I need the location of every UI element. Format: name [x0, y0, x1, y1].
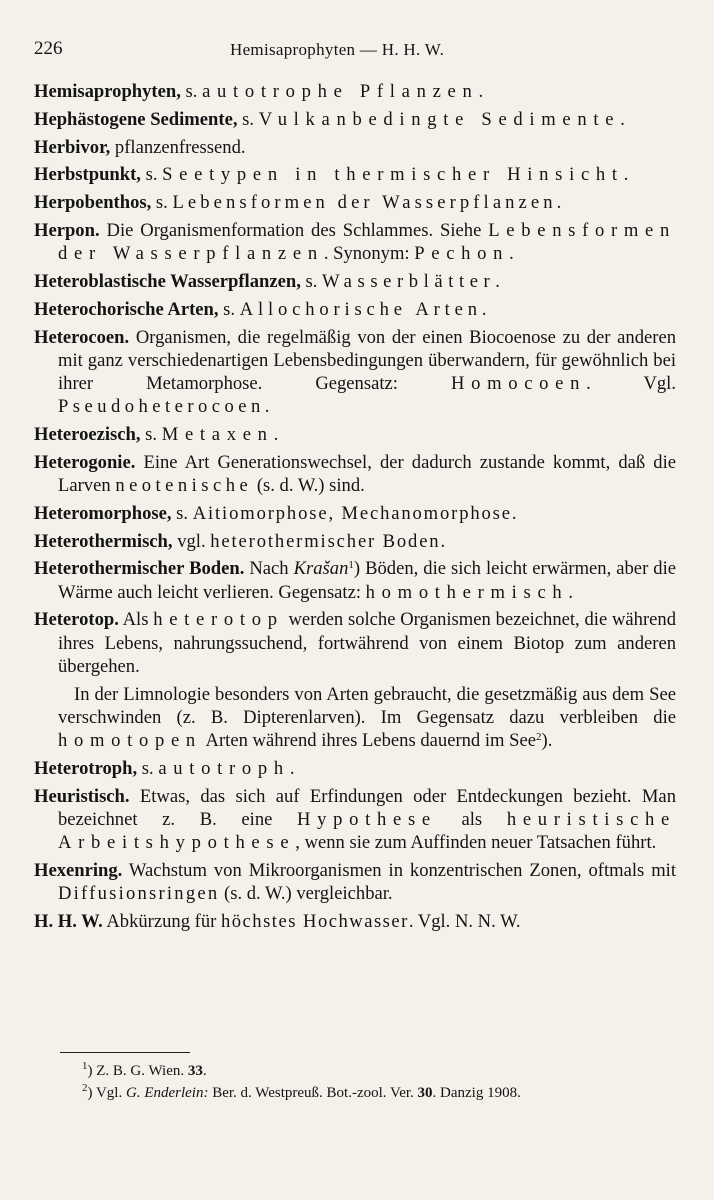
- entry-heteromorphose: [34, 502, 676, 525]
- entry-text: werden solche Organismen bezeichnet, die während ihres Lebens, nahrungssuchend, fortwährend von einem Biotop zum anderen übergehen.: [58, 609, 676, 677]
- entry-headword: Heteroblastische Wasserpflanzen,: [34, 270, 301, 292]
- entry-text: Eine Art Generationswechsel, der dadurch zustande kommt, daß die Larven: [58, 451, 676, 496]
- entry-text: .: [264, 396, 270, 418]
- entry-headword: Heterotroph,: [34, 757, 138, 779]
- cross-reference: Seetypen in thermischer Hinsicht: [162, 164, 624, 186]
- entry-text: Organismen, die regelmäßig von der einen Biocoenose zu der anderen mit ganz verschiedenartigen Lebensbedingungen überwandern, für gewöhnlich bei ihrer Metamorphose. Gegensatz:: [58, 326, 676, 394]
- entry-text: s.: [180, 81, 203, 102]
- entry-text: s.: [140, 164, 163, 186]
- entry-headword: Herpobenthos,: [34, 192, 152, 214]
- entry-text: . Vgl. N. N. W.: [408, 910, 521, 932]
- footnote-text: ) Z. B. G. Wien.: [87, 1063, 188, 1079]
- entry-text: .: [568, 581, 574, 603]
- cross-reference: neotenische: [115, 474, 253, 496]
- entry-text: .: [495, 270, 500, 292]
- entry-headword: Heterocoen.: [34, 326, 130, 348]
- footnote-text: Ber. d. Westpreuß. Bot.-zool. Ver.: [208, 1085, 418, 1101]
- cross-reference: heuristische Arbeitshypothese: [58, 808, 676, 853]
- cross-reference: Pseudoheterocoen: [58, 396, 265, 418]
- entry-heteroblastische-wasserpflanzen: [34, 270, 676, 293]
- entry-herbivor: [34, 136, 676, 159]
- entry-heterocoen: [34, 326, 676, 419]
- cross-reference: Hypothese: [297, 808, 437, 830]
- cross-reference: heterotop: [153, 609, 284, 631]
- entry-text: ) Böden, die sich leicht erwärmen, aber die Wärme auch leicht verlieren. Gegensatz:: [58, 558, 676, 603]
- entry-hhw: [34, 910, 676, 933]
- cross-reference: Aitiomorphose, Mechanomorphose: [192, 502, 512, 524]
- entry-text: s.: [137, 757, 159, 779]
- entry-text: vgl.: [172, 530, 211, 552]
- running-head: Hemisaprophyten — H. H. W.: [230, 40, 445, 59]
- cross-reference: homothermisch: [365, 581, 569, 603]
- entry-text: .: [478, 81, 484, 102]
- entry-text: (s. d. W.) sind.: [252, 474, 365, 496]
- footnote-mark: 2: [82, 1082, 88, 1094]
- entry-text: (s. d. W.) vergleichbar.: [219, 882, 393, 904]
- cross-reference: Pechon: [414, 243, 510, 265]
- entry-headword: Heterochorische Arten,: [34, 298, 219, 320]
- entry-text: s.: [140, 423, 162, 445]
- entry-text: Als: [118, 609, 154, 631]
- entry-text: Die Organismenformation des Schlammes. Siehe: [99, 219, 489, 241]
- entry-text: .: [440, 530, 446, 552]
- entry-headword: Herbstpunkt,: [34, 164, 141, 186]
- cross-reference: autotroph: [158, 757, 290, 779]
- entry-hemisaprophyten: [34, 80, 676, 103]
- entry-text: s.: [171, 502, 193, 524]
- footnotes: [82, 1060, 682, 1104]
- entry-text: .: [511, 502, 517, 524]
- cross-reference: Allochorische Arten: [239, 298, 482, 320]
- entry-hexenring: [34, 859, 676, 905]
- entry-text: .: [481, 298, 487, 320]
- entry-herbstpunkt: [34, 163, 676, 186]
- entry-headword: Heteromorphose,: [34, 502, 172, 524]
- entry-text: .: [289, 757, 295, 779]
- entry-headword: Hemisaprophyten,: [34, 81, 181, 102]
- entry-heuristisch: [34, 785, 676, 855]
- entry-text: ).: [541, 729, 553, 751]
- entry-text: , wenn sie zum Auffinden neuer Tatsachen führt.: [295, 831, 657, 853]
- entry-heterotop-continuation: [34, 683, 676, 753]
- entry-headword: Heterothermisch,: [34, 530, 173, 552]
- entry-text: s.: [151, 192, 173, 214]
- entry-hephaestogene-sedimente: [34, 108, 676, 131]
- footnote-volume: 33: [187, 1063, 203, 1079]
- entry-heterothermischer-boden: [34, 557, 676, 603]
- entry-headword: Herbivor,: [34, 136, 111, 158]
- entry-heterochorische-arten: [34, 298, 676, 321]
- cross-reference: Wasserblätter: [322, 270, 496, 292]
- entry-headword: Heterothermischer Boden.: [34, 558, 245, 580]
- entry-headword: Hephästogene Sedimente,: [34, 108, 238, 130]
- cross-reference: Lebensformen der Wasserpflanzen: [172, 192, 557, 214]
- entry-text: In der Limnologie besonders von Arten gebraucht, die gesetzmäßig aus dem See verschwinden (z. B. Dipterenlarven). Im Gegensatz dazu verbleiben die: [58, 683, 676, 728]
- cross-reference: Homocoen: [450, 372, 587, 394]
- entry-heterothermisch: [34, 530, 676, 553]
- cross-reference: heterothermischer Boden: [210, 530, 441, 552]
- author-name: Krašan: [293, 558, 349, 580]
- entry-text: . Vgl.: [586, 372, 676, 394]
- entry-heterogonie: [34, 451, 676, 497]
- cross-reference: Diffusionsringen: [58, 882, 220, 904]
- footnote-text: .: [202, 1063, 207, 1079]
- entry-headword: Heteroezisch,: [34, 423, 141, 445]
- page-number: 226: [34, 38, 63, 59]
- entry-text: s.: [218, 298, 240, 320]
- footnote-ref: 2: [536, 730, 542, 743]
- dictionary-entries: [34, 80, 676, 938]
- footnote-text: . Danzig 1908.: [432, 1085, 521, 1101]
- footnote-ref: 1: [348, 559, 354, 572]
- entry-heteroezisch: [34, 423, 676, 446]
- entry-text: . Synonym:: [323, 243, 415, 265]
- entry-heterotroph: [34, 757, 676, 780]
- footnote-text: ) Vgl.: [87, 1085, 126, 1101]
- entry-text: pflanzenfressend.: [110, 136, 246, 158]
- footnote-1: [82, 1060, 682, 1082]
- entry-headword: Heterogonie.: [34, 451, 136, 473]
- entry-text: .: [623, 164, 629, 186]
- entry-text: .: [509, 243, 514, 265]
- cross-reference: autotrophe Pflanzen: [202, 81, 479, 102]
- entry-headword: Heterotop.: [34, 609, 119, 631]
- entry-text: Arten während ihres Lebens dauernd im See: [201, 729, 536, 751]
- entry-heterotop: [34, 608, 676, 678]
- entry-text: s.: [300, 270, 323, 292]
- cross-reference: höchstes Hochwasser: [220, 910, 409, 932]
- footnote-mark: 1: [82, 1060, 88, 1072]
- entry-herpon: [34, 219, 676, 265]
- entry-text: Wachstum von Mikroorganismen in konzentrischen Zonen, oftmals mit: [122, 859, 676, 881]
- cross-reference: Metaxen: [161, 423, 274, 445]
- entry-text: .: [556, 192, 562, 214]
- cross-reference: Lebensformen der Wasserpflanzen: [58, 219, 676, 265]
- footnote-divider: [60, 1052, 190, 1053]
- entry-headword: Heuristisch.: [34, 785, 130, 807]
- entry-text: Nach: [244, 558, 294, 580]
- entry-herpobenthos: [34, 191, 676, 214]
- entry-headword: H. H. W.: [34, 910, 103, 932]
- entry-text: .: [273, 423, 279, 445]
- entry-text: als: [436, 808, 507, 830]
- entry-text: .: [620, 108, 625, 130]
- entry-text: s.: [237, 108, 259, 130]
- cross-reference: homotopen: [58, 729, 202, 751]
- cross-reference: Vulkanbedingte Sedimente: [258, 108, 621, 130]
- footnote-volume: 30: [417, 1085, 433, 1101]
- footnote-2: [82, 1082, 682, 1104]
- footnote-author: G. Enderlein:: [125, 1085, 209, 1101]
- entry-headword: Hexenring.: [34, 859, 123, 881]
- entry-headword: Herpon.: [34, 219, 100, 241]
- entry-text: Abkürzung für: [102, 910, 221, 932]
- entry-text: Etwas, das sich auf Erfindungen oder Entdeckungen bezieht. Man bezeichnet z. B. eine: [58, 785, 676, 830]
